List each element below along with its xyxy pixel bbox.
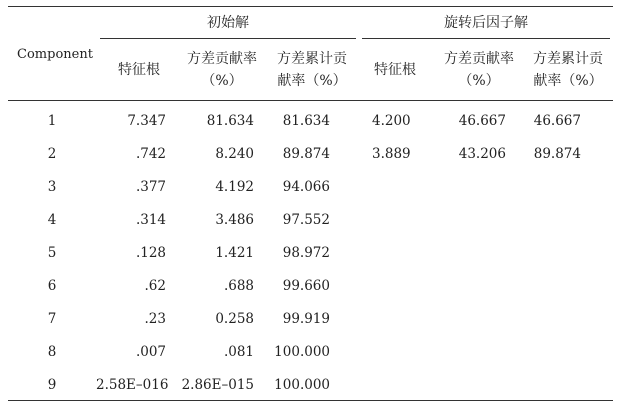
col-header-cumulative-initial: 方差累计贡 献率（%） [277,51,347,89]
component-header: Component [17,47,93,62]
cell-cumulative-initial: 98.972 [282,245,330,261]
cell-variance-initial: 1.421 [215,245,254,261]
cell-eigenvalue-initial: 2.58E–016 [96,377,169,393]
cell-component: 9 [47,377,57,393]
cell-variance-initial: .688 [223,278,254,294]
table-header-rule [8,100,613,101]
cell-component: 7 [47,311,57,327]
cell-variance-initial: 4.192 [215,179,254,195]
cell-cumulative-rotated: 46.667 [533,113,581,129]
cell-component: 6 [47,278,57,294]
cell-variance-initial: 0.258 [215,311,254,327]
cell-cumulative-initial: 100.000 [274,344,330,360]
cell-component: 8 [47,344,57,360]
cell-component: 3 [47,179,57,195]
cell-component: 2 [47,146,57,162]
cell-eigenvalue-initial: .23 [144,311,166,327]
cell-variance-rotated: 46.667 [458,113,506,129]
cell-eigenvalue-initial: 7.347 [127,113,166,129]
group-rule-initial [100,38,356,39]
group-header-rotated: 旋转后因子解 [444,15,528,31]
group-header-initial: 初始解 [207,15,249,31]
cell-eigenvalue-rotated: 3.889 [372,146,411,162]
col-header-eigenvalue-rotated: 特征根 [374,62,416,78]
cell-variance-initial: 3.486 [215,212,254,228]
cell-cumulative-initial: 94.066 [282,179,330,195]
col-header-eigenvalue-initial: 特征根 [118,62,160,78]
cell-eigenvalue-initial: .314 [135,212,166,228]
group-rule-rotated [362,38,610,39]
table-top-rule [8,6,613,7]
cell-cumulative-initial: 97.552 [282,212,330,228]
cell-cumulative-rotated: 89.874 [533,146,581,162]
cell-variance-initial: .081 [223,344,254,360]
table-bottom-rule [8,400,613,401]
cell-cumulative-initial: 81.634 [282,113,330,129]
cell-variance-rotated: 43.206 [458,146,506,162]
cell-eigenvalue-initial: .62 [144,278,166,294]
cell-cumulative-initial: 100.000 [274,377,330,393]
cell-eigenvalue-initial: .007 [135,344,166,360]
cell-component: 4 [47,212,57,228]
cell-variance-initial: 81.634 [206,113,254,129]
cell-cumulative-initial: 99.919 [282,311,330,327]
cell-cumulative-initial: 99.660 [282,278,330,294]
cell-cumulative-initial: 89.874 [282,146,330,162]
cell-variance-initial: 8.240 [215,146,254,162]
cell-component: 5 [47,245,57,261]
cell-component: 1 [47,113,57,129]
cell-eigenvalue-rotated: 4.200 [372,113,411,129]
cell-eigenvalue-initial: .377 [135,179,166,195]
col-header-variance-rotated: 方差贡献率 （%） [444,51,514,89]
col-header-variance-initial: 方差贡献率 （%） [187,51,257,89]
col-header-cumulative-rotated: 方差累计贡 献率（%） [533,51,603,89]
cell-eigenvalue-initial: .742 [135,146,166,162]
cell-variance-initial: 2.86E–015 [181,377,254,393]
cell-eigenvalue-initial: .128 [135,245,166,261]
